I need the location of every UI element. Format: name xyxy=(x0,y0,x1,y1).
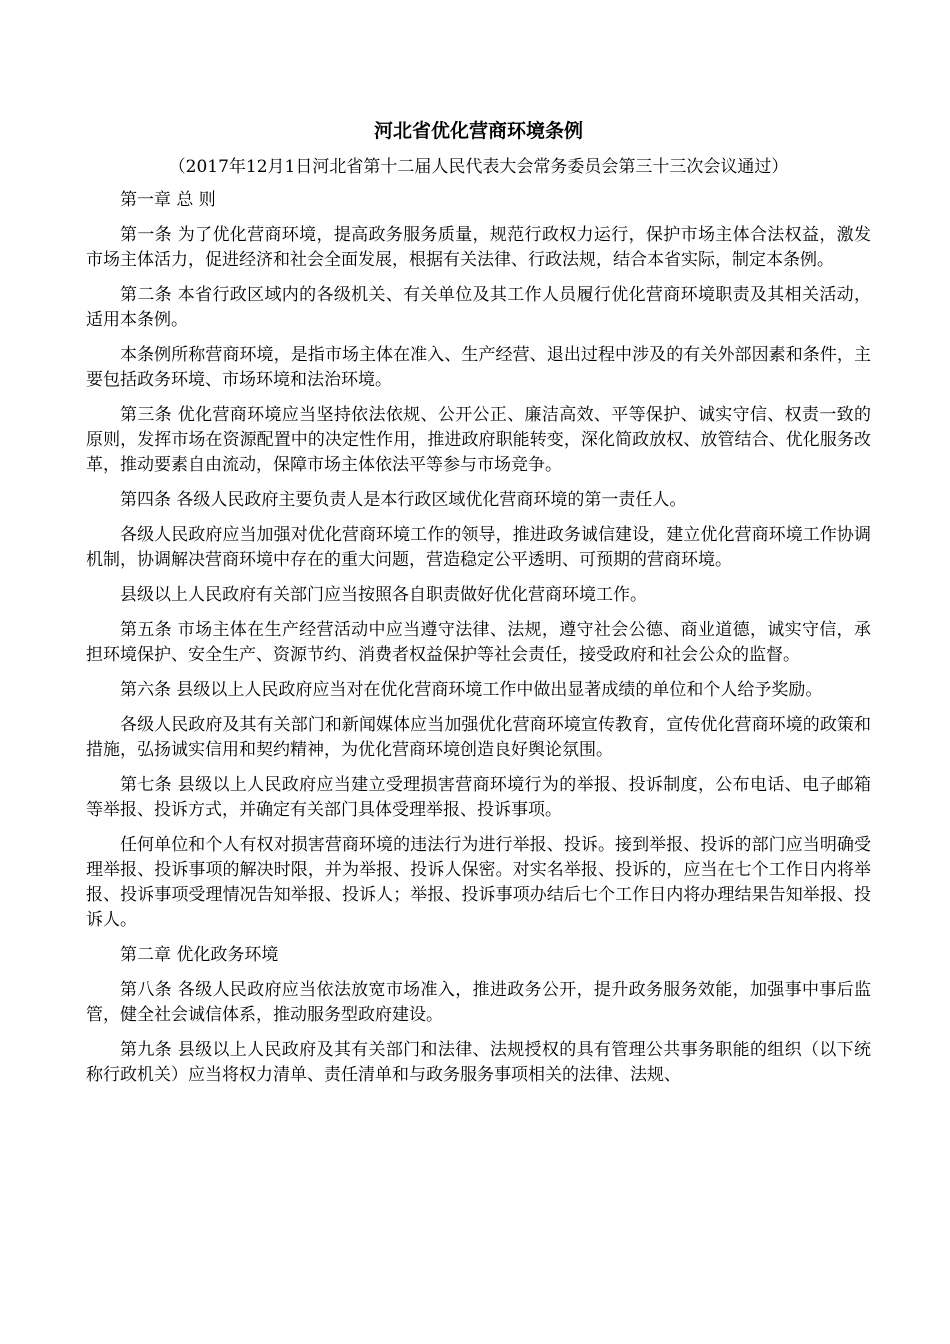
paragraph-article-1: 第一条 为了优化营商环境，提高政务服务质量，规范行政权力运行，保护市场主体合法权益，激发市场主体活力，促进经济和社会全面发展，根据有关法律、行政法规，结合本省实际，制定本条例。 xyxy=(86,225,871,270)
paragraph-article-7: 第七条 县级以上人民政府应当建立受理损害营商环境行为的举报、投诉制度，公布电话、电子邮箱等举报、投诉方式，并确定有关部门具体受理举报、投诉事项。 xyxy=(86,775,871,820)
paragraph-article-5: 第五条 市场主体在生产经营活动中应当遵守法律、法规，遵守社会公德、商业道德，诚实守信，承担环境保护、安全生产、资源节约、消费者权益保护等社会责任，接受政府和社会公众的监督。 xyxy=(86,620,871,665)
paragraph-article-2: 第二条 本省行政区域内的各级机关、有关单位及其工作人员履行优化营商环境职责及其相关活动，适用本条例。 xyxy=(86,285,871,330)
paragraph: 县级以上人民政府有关部门应当按照各自职责做好优化营商环境工作。 xyxy=(120,585,647,605)
paragraph: 各级人民政府应当加强对优化营商环境工作的领导，推进政务诚信建设，建立优化营商环境工作协调机制，协调解决营商环境中存在的重大问题，营造稳定公平透明、可预期的营商环境。 xyxy=(86,525,871,570)
paragraph-article-4: 第四条 各级人民政府主要负责人是本行政区域优化营商环境的第一责任人。 xyxy=(120,490,687,510)
paragraph: 本条例所称营商环境，是指市场主体在准入、生产经营、退出过程中涉及的有关外部因素和条件，主要包括政务环境、市场环境和法治环境。 xyxy=(86,345,871,390)
paragraph-article-6: 第六条 县级以上人民政府应当对在优化营商环境工作中做出显著成绩的单位和个人给予奖励。 xyxy=(120,680,823,700)
paragraph: 任何单位和个人有权对损害营商环境的违法行为进行举报、投诉。接到举报、投诉的部门应当明确受理举报、投诉事项的解决时限，并为举报、投诉人保密。对实名举报、投诉的，应当在七个工作日内将举报、投诉事项受理情况告知举报、投诉人；举报、投诉事项办结后七个工作日内将办理结果告知举报、投诉人。 xyxy=(86,835,871,930)
paragraph-article-9: 第九条 县级以上人民政府及其有关部门和法律、法规授权的具有管理公共事务职能的组织（以下统称行政机关）应当将权力清单、责任清单和与政务服务事项相关的法律、法规、 xyxy=(86,1040,871,1085)
chapter-heading-2: 第二章 优化政务环境 xyxy=(120,945,279,965)
document-page xyxy=(86,118,871,1098)
paragraph: 各级人民政府及其有关部门和新闻媒体应当加强优化营商环境宣传教育，宣传优化营商环境的政策和措施，弘扬诚实信用和契约精神，为优化营商环境创造良好舆论氛围。 xyxy=(86,715,871,760)
paragraph-article-3: 第三条 优化营商环境应当坚持依法依规、公开公正、廉洁高效、平等保护、诚实守信、权责一致的原则，发挥市场在资源配置中的决定性作用，推进政府职能转变，深化简政放权、放管结合、优化服务改革，推动要素自由流动，保障市场主体依法平等参与市场竞争。 xyxy=(86,405,871,475)
document-title: 河北省优化营商环境条例 xyxy=(373,120,583,142)
document-subtitle: （2017年12月1日河北省第十二届人民代表大会常务委员会第三十三次会议通过） xyxy=(168,157,789,177)
paragraph-article-8: 第八条 各级人民政府应当依法放宽市场准入，推进政务公开，提升政务服务效能，加强事中事后监管，健全社会诚信体系，推动服务型政府建设。 xyxy=(86,980,871,1025)
chapter-heading-1: 第一章 总 则 xyxy=(120,190,216,210)
